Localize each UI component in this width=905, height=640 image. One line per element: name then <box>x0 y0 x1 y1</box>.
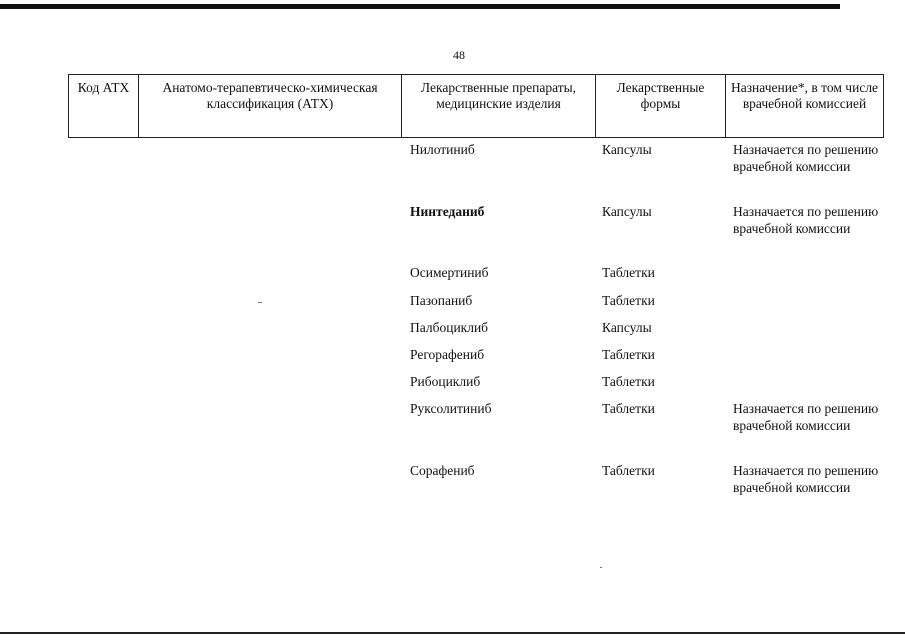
header-atc-classification: Анатомо-терапевтическо-химическая классификация (АТХ) <box>139 75 402 137</box>
drug-name: Рибоциклиб <box>410 374 481 389</box>
drug-name: Осимертиниб <box>410 265 489 280</box>
drug-form: Таблетки <box>602 265 655 280</box>
drug-name: Палбоциклиб <box>410 320 489 335</box>
header-drugs: Лекарственные препараты, медицинские изделия <box>402 75 596 137</box>
drug-name: Сорафениб <box>410 463 475 478</box>
page-number: 48 <box>453 48 465 62</box>
drug-form: Капсулы <box>602 204 652 219</box>
table-header <box>68 74 884 138</box>
header-code-atc: Код АТХ <box>69 75 139 137</box>
header-prescription-note: Назначение*, в том числе врачебной комиссией <box>730 80 879 111</box>
drug-name: Нилотиниб <box>410 142 475 157</box>
top-border-rule <box>0 4 840 9</box>
drug-name: Нинтеданиб <box>410 204 485 219</box>
drug-form: Капсулы <box>602 142 652 157</box>
prescription-note: Назначается по решению врачебной комиссии <box>733 463 879 495</box>
drug-form: Таблетки <box>602 293 655 308</box>
drug-form: Таблетки <box>602 347 655 362</box>
scan-speck <box>600 567 602 568</box>
prescription-note: Назначается по решению врачебной комиссии <box>733 204 879 236</box>
drug-name: Пазопаниб <box>410 293 473 308</box>
drug-name: Регорафениб <box>410 347 485 362</box>
scan-speck <box>258 302 262 303</box>
drug-form: Таблетки <box>602 401 655 416</box>
header-forms: Лекарственные формы <box>596 75 726 137</box>
drug-form: Таблетки <box>602 463 655 478</box>
prescription-note: Назначается по решению врачебной комиссии <box>733 142 879 174</box>
drug-form: Таблетки <box>602 374 655 389</box>
prescription-note: Назначается по решению врачебной комиссии <box>733 401 879 433</box>
drug-name: Руксолитиниб <box>410 401 492 416</box>
bottom-border-rule <box>0 632 905 634</box>
drug-form: Капсулы <box>602 320 652 335</box>
